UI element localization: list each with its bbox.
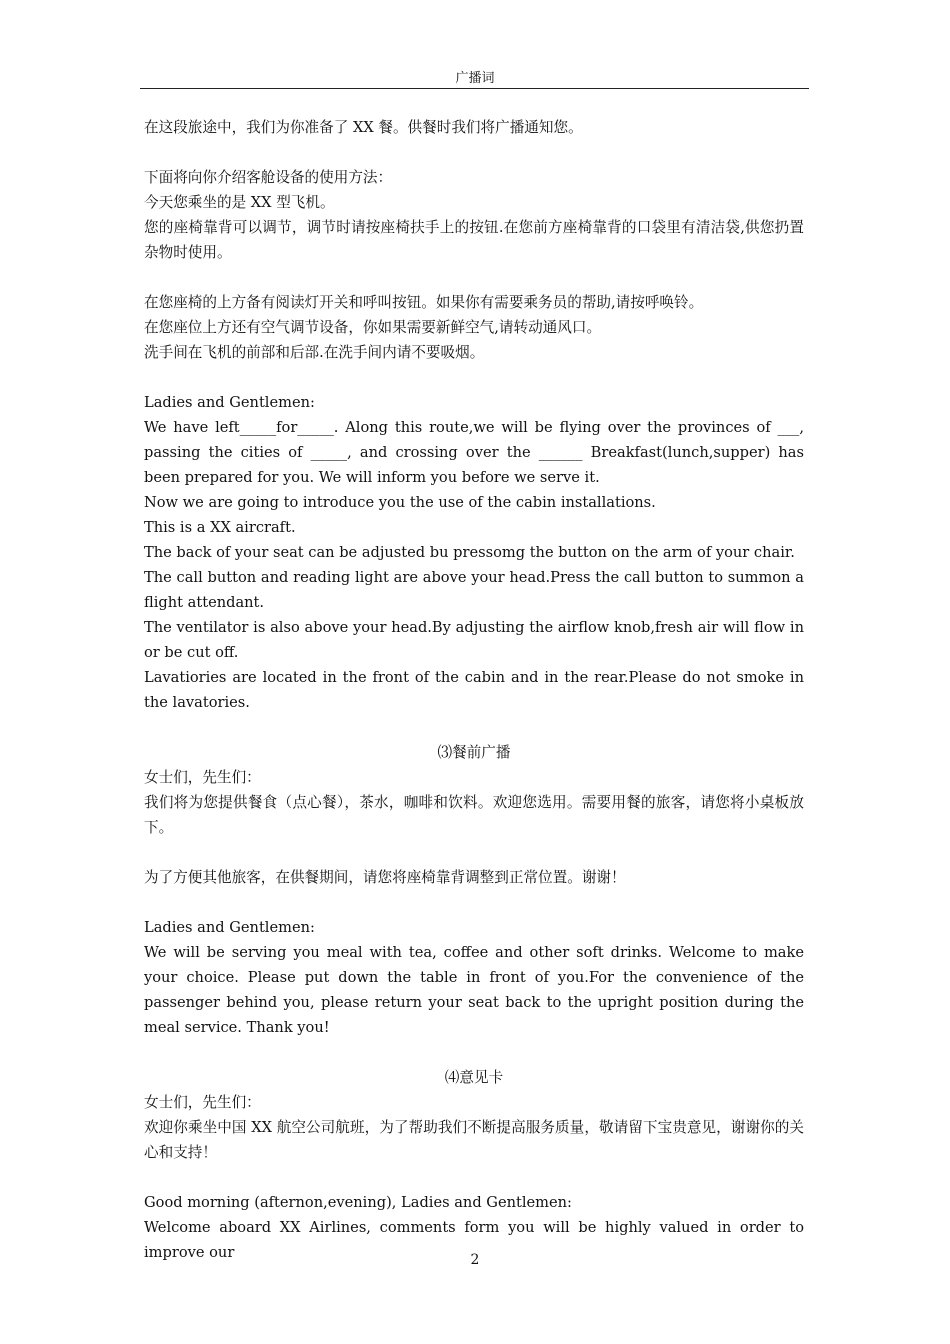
paragraph: 您的座椅靠背可以调节，调节时请按座椅扶手上的按钮.在您前方座椅靠背的口袋里有清洁袋,供您扔置杂物时使用。 — [144, 219, 804, 261]
paragraph: The call button and reading light are above your head.Press the call button to summon a flight attendant. — [144, 569, 804, 611]
paragraph: This is a XX aircraft. — [144, 519, 296, 536]
page-header-title: 广播词 — [455, 71, 495, 86]
paragraph: 洗手间在飞机的前部和后部.在洗手间内请不要吸烟。 — [144, 344, 485, 361]
paragraph: 女士们，先生们： — [144, 1094, 261, 1111]
paragraph: We will be serving you meal with tea, coffee and other soft drinks. Welcome to make your choice. Please put down the table in front of you.For the convenience of the passenger behind you, please return your seat back to the upright position during the meal service. Thank you! — [144, 944, 804, 1036]
paragraph: 下面将向你介绍客舱设备的使用方法： — [144, 169, 393, 186]
paragraph: 在这段旅途中，我们为你准备了 XX 餐。供餐时我们将广播通知您。 — [144, 119, 583, 136]
header-divider — [140, 88, 809, 89]
spacer — [144, 890, 804, 915]
paragraph: 在您座椅的上方备有阅读灯开关和呼叫按钮。如果你有需要乘务员的帮助,请按呼唤铃。 — [144, 294, 704, 311]
section-heading: ⑶餐前广播 — [437, 744, 511, 761]
paragraph: Ladies and Gentlemen: — [144, 919, 315, 936]
paragraph: 今天您乘坐的是 XX 型飞机。 — [144, 194, 335, 211]
paragraph: Good morning (afternon,evening), Ladies and Gentlemen: — [144, 1194, 572, 1211]
paragraph: 我们将为您提供餐食（点心餐），茶水，咖啡和饮料。欢迎您选用。需要用餐的旅客，请您将小桌板放下。 — [144, 794, 804, 836]
paragraph: 欢迎你乘坐中国 XX 航空公司航班，为了帮助我们不断提高服务质量，敬请留下宝贵意见，谢谢你的关心和支持！ — [144, 1119, 804, 1161]
paragraph: 在您座位上方还有空气调节设备，你如果需要新鲜空气,请转动通风口。 — [144, 319, 602, 336]
spacer — [144, 140, 804, 165]
document-body — [144, 115, 804, 1265]
paragraph: Now we are going to introduce you the use of the cabin installations. — [144, 494, 656, 511]
paragraph: Welcome aboard XX Airlines, comments form you will be highly valued in order to improve our — [144, 1219, 804, 1261]
spacer — [144, 1040, 804, 1065]
page-number: 2 — [470, 1252, 480, 1268]
spacer — [144, 715, 804, 740]
spacer — [144, 1165, 804, 1190]
paragraph: The ventilator is also above your head.By adjusting the airflow knob,fresh air will flow in or be cut off. — [144, 619, 804, 661]
paragraph: Lavatiories are located in the front of the cabin and in the rear.Please do not smoke in the lavatories. — [144, 669, 804, 711]
spacer — [144, 265, 804, 290]
spacer — [144, 840, 804, 865]
paragraph: 女士们，先生们： — [144, 769, 261, 786]
paragraph: The back of your seat can be adjusted bu pressomg the button on the arm of your chair. — [144, 544, 795, 561]
spacer — [144, 365, 804, 390]
paragraph: We have left_____for_____. Along this route,we will be flying over the provinces of ___, passing the cities of _____, and crossing over the ______ Breakfast(lunch,supper) has been prepared for you. We will inform you before we serve it. — [144, 419, 804, 486]
paragraph: 为了方便其他旅客，在供餐期间，请您将座椅靠背调整到正常位置。谢谢！ — [144, 869, 626, 886]
paragraph: Ladies and Gentlemen: — [144, 394, 315, 411]
section-heading: ⑷意见卡 — [444, 1069, 504, 1086]
